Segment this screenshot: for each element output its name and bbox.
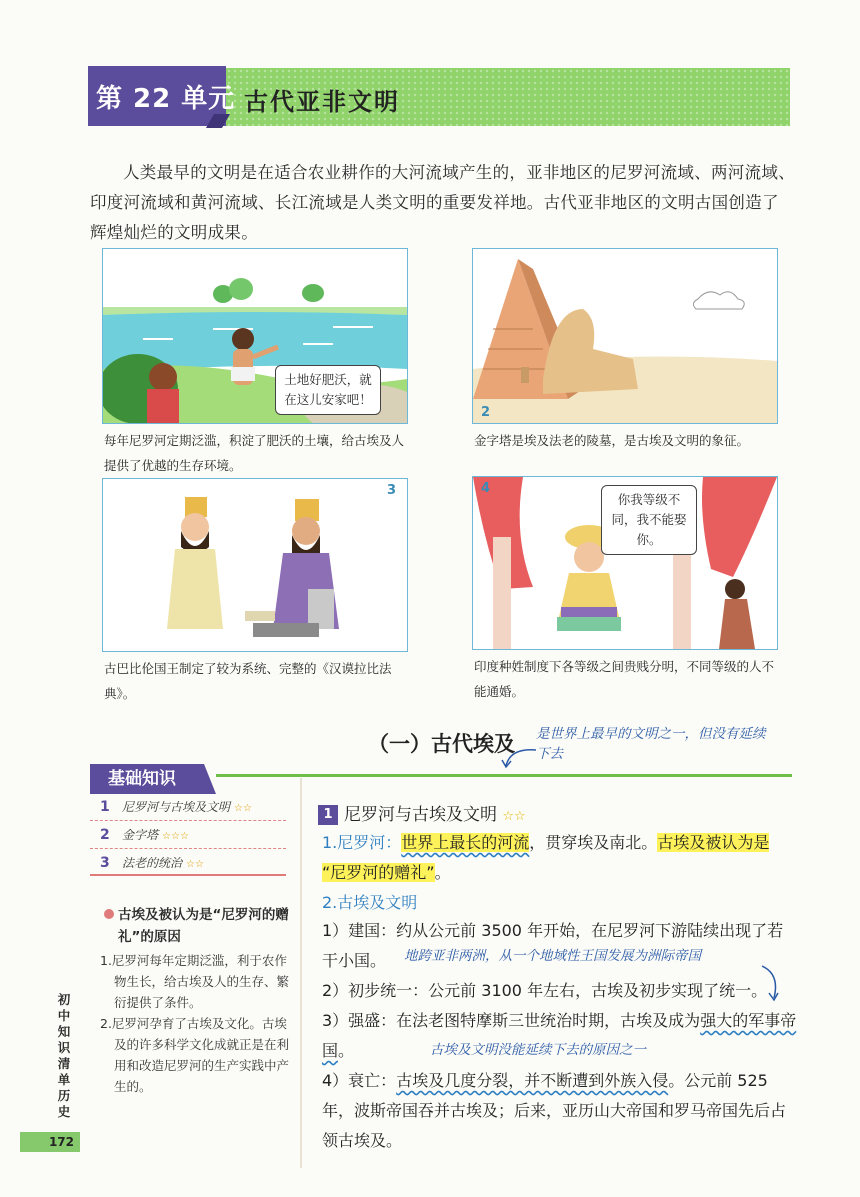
unit-title: 古代亚非文明	[244, 88, 400, 116]
toc-bottom-rule	[90, 874, 286, 876]
note-arrow-icon-2	[758, 964, 784, 1004]
star-icon: ☆☆	[502, 809, 526, 824]
picture-panel-1	[102, 248, 408, 424]
toc-item-1[interactable]: 1 尼罗河与古埃及文明 ☆☆	[90, 794, 286, 821]
picture-panel-3	[102, 478, 408, 652]
bullet-icon	[104, 909, 114, 919]
item-1-note: 地跨亚非两洲，从一个地域性王国发展为洲际帝国	[404, 948, 701, 964]
unit-number: 第 22 单元	[96, 84, 236, 114]
point-1: 1.尼罗河：世界上最长的河流，贯穿埃及南北。古埃及被认为是 “尼罗河的赠礼”。	[322, 833, 770, 882]
panel-2-number: 2	[481, 405, 491, 420]
basics-tab: 基础知识	[90, 764, 194, 794]
side-reason-2: 2.尼罗河孕育了古埃及文化。古埃及的许多科学文化成就正是在利用和改造尼罗河的生产实践中产生的。	[100, 1016, 290, 1094]
speech-bubble-1: 土地好肥沃，就在这儿安家吧！	[275, 365, 381, 415]
book-spine-label: 初中知识清单 历史	[57, 992, 71, 1119]
toc-item-2[interactable]: 2 金字塔 ☆☆☆	[90, 822, 286, 849]
page-number: 172	[20, 1132, 80, 1152]
note-arrow-icon	[500, 746, 540, 770]
side-reason-list	[100, 950, 295, 1097]
section-divider	[216, 774, 792, 777]
section-title: （一）古代埃及	[368, 732, 515, 756]
item-4: 4）衰亡：古埃及几度分裂，并不断遭到外族入侵。公元前 525 年，波斯帝国吞并古埃及；后来，亚历山大帝国和罗马帝国先后占领古埃及。	[322, 1071, 787, 1150]
panel-3-caption: 古巴比伦国王制定了较为系统、完整的《汉谟拉比法典》。	[104, 661, 392, 701]
intro-paragraph: 人类最早的文明是在适合农业耕作的大河流域产生的，亚非地区的尼罗河流域、两河流域、印度河流域和黄河流域、长江流域是人类文明的重要发祥地。古代亚非地区的文明古国创造了辉煌灿烂的文明成果。	[90, 163, 795, 242]
panel-2-caption: 金字塔是埃及法老的陵墓，是古埃及文明的象征。	[474, 433, 750, 448]
picture-panel-2	[472, 248, 778, 424]
item-3-note: 古埃及文明没能延续下去的原因之一	[430, 1042, 646, 1058]
side-reason-1: 1.尼罗河每年定期泛滥，利于农作物生长，给古埃及人的生存、繁衍提供了条件。	[100, 953, 290, 1010]
item-1: 1）建国：约从公元前 3500 年开始，在尼罗河下游陆续出现了若干小国。	[322, 921, 784, 970]
toc-item-3[interactable]: 3 法老的统治 ☆☆	[100, 855, 204, 871]
panel-4-caption: 印度种姓制度下各等级之间贵贱分明，不同等级的人不能通婚。	[474, 659, 775, 699]
side-heading: 古埃及被认为是“尼罗河的赠礼”的原因	[118, 907, 289, 945]
section-handwritten-note: 是世界上最早的文明之一，但没有延续下去	[536, 726, 766, 762]
panel-1-caption: 每年尼罗河定期泛滥，积淀了肥沃的土壤，给古埃及人提供了优越的生存环境。	[104, 433, 405, 473]
picture-panel-4	[472, 476, 778, 650]
item-2: 2）初步统一：公元前 3100 年左右，古埃及初步实现了统一。	[322, 981, 768, 1000]
panel-4-number: 4	[481, 481, 491, 496]
item-3: 3）强盛：在法老图特摩斯三世统治时期，古埃及成为强大的军事帝国。	[322, 1011, 797, 1060]
speech-bubble-4: 你我等级不同，我不能娶你。	[601, 485, 697, 555]
subsection-heading: 1 尼罗河与古埃及文明 ☆☆	[318, 800, 526, 825]
panel-3-number: 3	[387, 483, 397, 498]
pyramid-illustration	[473, 249, 777, 423]
point-2-heading: 2.古埃及文明	[322, 893, 418, 912]
babylon-illustration	[103, 479, 407, 651]
column-divider	[300, 778, 302, 1168]
subsection-number: 1	[318, 805, 338, 825]
